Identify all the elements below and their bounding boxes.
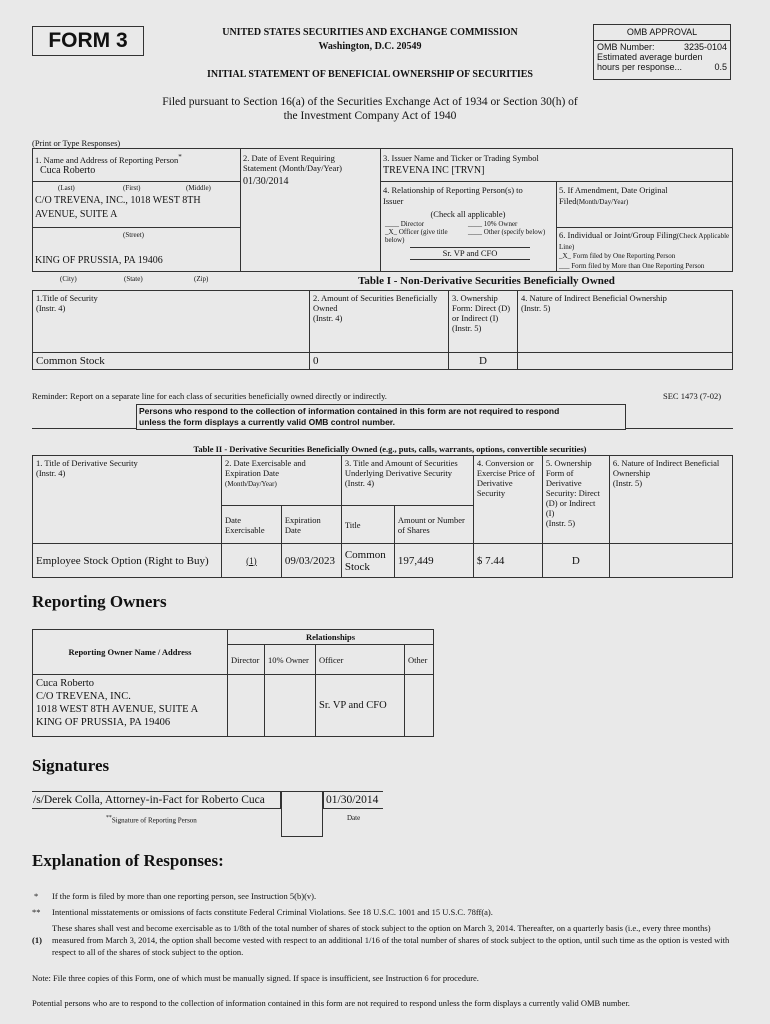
other-option: ____ Other (specify below) [468, 228, 546, 236]
table2-title: Table II - Derivative Securities Beneficially Owned (e.g., puts, calls, warrants, options, convertible securities) [193, 444, 587, 454]
filed-pursuant-line1: Filed pursuant to Section 16(a) of the Securities Exchange Act of 1934 or Section 30(h) of [162, 96, 578, 108]
signature-date: 01/30/2014 [326, 794, 379, 806]
reporting-owners-table [32, 629, 434, 737]
owner-other-cell [405, 675, 434, 737]
issuer-name-ticker: TREVENA INC [TRVN] [383, 165, 485, 176]
signatures-heading: Signatures [32, 756, 110, 775]
star2-text: Intentional misstatements or omissions of facts constitute Federal Criminal Violations. See 18 U.S.C. 1001 and 15 U.S.C. 78ff(a). [52, 907, 493, 917]
persons-line1: Persons who respond to the collection of information contained in this form are not required to respond [139, 406, 560, 416]
reporting-address-line2: AVENUE, SUITE A [35, 209, 118, 220]
star1-mark: * [34, 891, 39, 901]
box1-asterisk: * [178, 153, 182, 161]
officer-title-value: Sr. VP and CFO [442, 248, 498, 258]
ten-pct-header: 10% Owner [265, 645, 316, 675]
table1-col3-header: 3. Ownership Form: Direct (D) or Indirect (I) (Instr. 5) [449, 291, 518, 353]
director-header: Director [228, 645, 265, 675]
omb-burden-label: hours per response... [597, 62, 683, 72]
table-row [33, 544, 733, 578]
middle-label: (Middle) [186, 184, 211, 192]
table2-col5-header: 5. Ownership Form of Derivative Security: Direct (D) or Indirect (I) (Instr. 5) [542, 456, 609, 544]
ten-pct-option: ____ 10% Owner [468, 220, 518, 228]
owner-ten-pct-cell [265, 675, 316, 737]
table1-col2-header: 2. Amount of Securities Beneficially Owned (Instr. 4) [310, 291, 449, 353]
reporting-city-state-zip: KING OF PRUSSIA, PA 19406 [35, 255, 163, 266]
one-person-option: _X_ Form filed by One Reporting Person [559, 252, 676, 260]
filed-pursuant-line2: the Investment Company Act of 1940 [283, 110, 457, 122]
table2-col1-header: 1. Title of Derivative Security (Instr. 4) [33, 456, 222, 544]
box4-label-line2: Issuer [383, 196, 404, 206]
owner-name-header: Reporting Owner Name / Address [33, 630, 228, 675]
city-label: (City) [60, 275, 77, 283]
state-label: (State) [124, 275, 143, 283]
agency-line1: UNITED STATES SECURITIES AND EXCHANGE COMMISSION [222, 27, 518, 38]
owner-name-address: Cuca Roberto C/O TREVENA, INC. 1018 WEST 8TH AVENUE, SUITE A KING OF PRUSSIA, PA 19406 [33, 675, 228, 737]
signature-box [32, 791, 281, 809]
table2-col3-header: 3. Title and Amount of Securities Underlying Derivative Security (Instr. 4) [341, 456, 473, 506]
table2-col4-header: 4. Conversion or Exercise Price of Derivative Security [473, 456, 542, 544]
persons-line2: unless the form displays a currently valid OMB control number. [139, 417, 396, 427]
signature-label: **Signature of Reporting Person [106, 815, 197, 825]
officer-title-underline-2 [410, 259, 530, 260]
table2-expiration: 09/03/2023 [281, 544, 341, 578]
star1-text: If the form is filed by more than one reporting person, see Instruction 5(b)(v). [52, 891, 317, 901]
reminder-right-underline [626, 428, 733, 429]
omb-number-value: 3235-0104 [683, 42, 727, 52]
print-type-note: (Print or Type Responses) [32, 138, 121, 148]
last-label: (Last) [58, 184, 75, 192]
table2-col2b-header: Expiration Date [281, 506, 341, 544]
table2-amount: 197,449 [394, 544, 473, 578]
table2-ownership-form: D [542, 544, 609, 578]
omb-title: OMB APPROVAL [594, 25, 730, 41]
box1-divider-2 [32, 227, 240, 228]
table1-title: Table I - Non-Derivative Securities Beneficially Owned [358, 275, 615, 287]
grid-vline-1 [240, 148, 241, 272]
star2-mark: ** [32, 907, 41, 917]
omb-burden-line: Estimated average burden [597, 52, 703, 62]
box2-label-line2: Statement (Month/Day/Year) [243, 163, 342, 173]
sec-number: SEC 1473 (7-02) [663, 391, 722, 401]
box1-label: 1. Name and Address of Reporting Person* [35, 153, 182, 165]
box3-label: 3. Issuer Name and Ticker or Trading Symbol [383, 153, 539, 163]
signature-gap-box [281, 791, 323, 837]
table2 [32, 455, 733, 578]
officer-header: Officer [316, 645, 405, 675]
box1-divider-3 [32, 271, 240, 272]
omb-burden-value: 0.5 [714, 62, 727, 72]
table1-col1-header: 1.Title of Security (Instr. 4) [33, 291, 310, 353]
table1-ownership-form: D [449, 353, 518, 370]
footnote1-text: These shares shall vest and become exercisable as to 1/8th of the total number of shares of stock subject to the option on March 3, 2014. Thereafter, on a quarterly basis (i.e., every three months) measured from March 3, 2014, the option shall become vested with respect to an additional 1/16 of the total number of shares of stock subject to the option, until such time as the option is vested with respect to all of the shares of stock subject to the option. [52, 923, 730, 957]
table2-col3b-header: Amount or Number of Shares [394, 506, 473, 544]
table1-nature [518, 353, 733, 370]
check-all-applicable: (Check all applicable) [430, 209, 506, 219]
form-title: FORM 3 [48, 29, 128, 52]
table2-col6-header: 6. Nature of Indirect Beneficial Ownership (Instr. 5) [609, 456, 732, 544]
event-date: 01/30/2014 [243, 176, 289, 187]
other-header: Other [405, 645, 434, 675]
agency-line2: Washington, D.C. 20549 [318, 41, 422, 52]
table2-col2a-header: Date Exercisable [222, 506, 282, 544]
footnote1-mark: (1) [32, 935, 42, 945]
officer-mark: _X_ [385, 228, 398, 236]
box5-label2: Filed(Month/Day/Year) [559, 196, 629, 206]
statement-title: INITIAL STATEMENT OF BENEFICIAL OWNERSHIP OF SECURITIES [206, 69, 533, 80]
box2-label-line1: 2. Date of Event Requiring [243, 153, 335, 163]
zip-label: (Zip) [194, 275, 209, 283]
note-text: Note: File three copies of this Form, one of which must be manually signed. If space is insufficient, see Instruction 6 for procedure. [32, 973, 479, 983]
table2-exercisable-footnote-link[interactable]: (1) [222, 544, 282, 578]
table2-price: $ 7.44 [473, 544, 542, 578]
date-label: Date [347, 814, 361, 822]
table1-security-title: Common Stock [33, 353, 310, 370]
table2-col2-header: 2. Date Exercisable and Expiration Date (Month/Day/Year) [222, 456, 342, 506]
box3-divider [380, 181, 733, 182]
explanation-heading: Explanation of Responses: [32, 851, 224, 870]
reporting-owners-heading: Reporting Owners [32, 592, 167, 611]
reminder-left-underline [32, 428, 136, 429]
table-row [33, 675, 434, 737]
reporting-address-line1: C/O TREVENA, INC., 1018 WEST 8TH [35, 195, 201, 206]
signature-value: /s/Derek Colla, Attorney-in-Fact for Roberto Cuca [33, 794, 265, 806]
table2-col3a-header: Title [341, 506, 394, 544]
box4-label-line1: 4. Relationship of Reporting Person(s) to [383, 185, 523, 195]
table1-col4-header: 4. Nature of Indirect Beneficial Ownership (Instr. 5) [518, 291, 733, 353]
multi-person-option: ___ Form filed by More than One Reporting Person [559, 262, 705, 270]
reminder-text: Reminder: Report on a separate line for each class of securities beneficially owned directly or indirectly. [32, 391, 387, 401]
first-label: (First) [123, 184, 141, 192]
date-box [323, 791, 383, 809]
omb-number-label: OMB Number: [597, 42, 655, 52]
owner-officer-cell: Sr. VP and CFO [316, 675, 405, 737]
table-row [33, 353, 733, 370]
table1-amount: 0 [310, 353, 449, 370]
box1-divider-1 [32, 181, 240, 182]
director-option: ____ Director [385, 220, 425, 228]
persons-respond-box [136, 404, 626, 430]
table2-derivative-title: Employee Stock Option (Right to Buy) [33, 544, 222, 578]
table2-underlying-title: Common Stock [341, 544, 394, 578]
relationships-header: Relationships [228, 630, 434, 645]
box5-label: 5. If Amendment, Date Original [559, 185, 668, 195]
table1 [32, 290, 733, 370]
potential-persons-text: Potential persons who are to respond to the collection of information contained in this form are not required to respond unless the form displays a currently valid OMB number. [32, 998, 630, 1008]
box5-divider [556, 227, 733, 228]
form-title-box [32, 26, 144, 56]
box6-label: 6. Individual or Joint/Group Filing(Check Applicable Line) [559, 230, 730, 251]
owner-director-cell [228, 675, 265, 737]
reporting-person-name: Cuca Roberto [40, 165, 96, 176]
officer-option: _X_ Officer (give title below) [385, 228, 448, 244]
omb-approval-box [593, 24, 731, 80]
street-label: (Street) [123, 231, 144, 239]
table2-nature [609, 544, 732, 578]
